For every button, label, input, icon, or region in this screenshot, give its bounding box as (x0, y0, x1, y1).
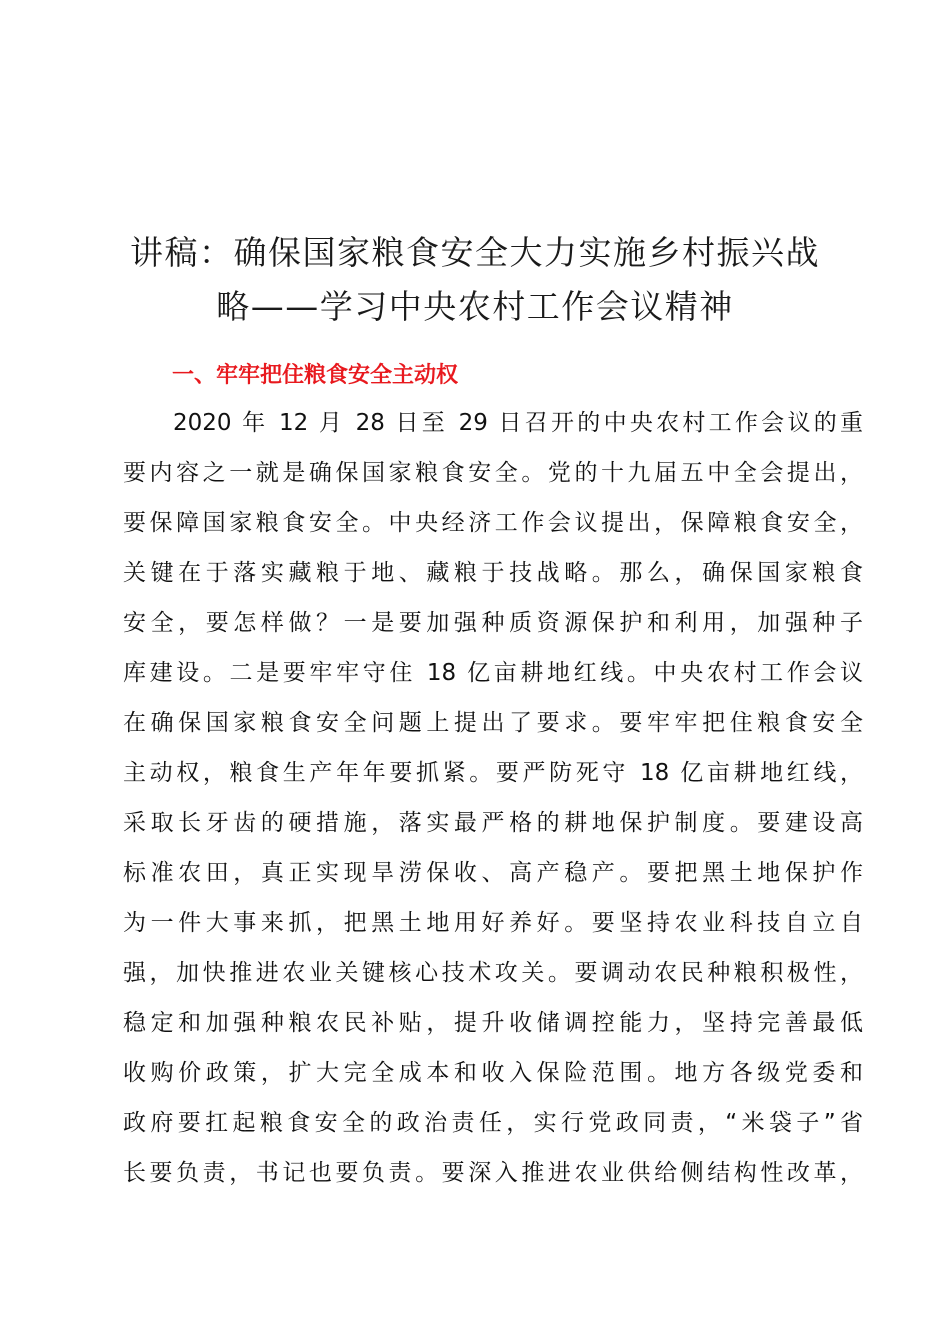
document-title (100, 226, 850, 334)
body-line: 标准农田，真正实现旱涝保收、高产稳产。要把黑土地保护作 (123, 860, 863, 886)
body-line: 在确保国家粮食安全问题上提出了要求。要牢牢把住粮食安全 (123, 710, 863, 736)
body-line: 强，加快推进农业关键核心技术攻关。要调动农民种粮积极性， (123, 960, 863, 986)
body-line: 政府要扛起粮食安全的政治责任，实行党政同责，“米袋子”省 (123, 1110, 863, 1136)
body-line: 为一件大事来抓，把黑土地用好养好。要坚持农业科技自立自 (123, 910, 863, 936)
body-paragraph (123, 403, 863, 1203)
title-line-2: 略——学习中央农村工作会议精神 (216, 287, 734, 326)
body-line: 要内容之一就是确保国家粮食安全。党的十九届五中全会提出， (123, 460, 863, 486)
body-line: 库建设。二是要牢牢守住 18 亿亩耕地红线。中央农村工作会议 (123, 660, 863, 686)
body-line: 2020 年 12 月 28 日至 29 日召开的中央农村工作会议的重 (173, 410, 863, 436)
title-line-1: 讲稿：确保国家粮食安全大力实施乡村振兴战 (130, 233, 820, 272)
body-line: 主动权，粮食生产年年要抓紧。要严防死守 18 亿亩耕地红线， (123, 760, 863, 786)
body-line: 关键在于落实藏粮于地、藏粮于技战略。那么，确保国家粮食 (123, 560, 863, 586)
body-line: 稳定和加强种粮农民补贴，提升收储调控能力，坚持完善最低 (123, 1010, 863, 1036)
body-line: 收购价政策，扩大完全成本和收入保险范围。地方各级党委和 (123, 1060, 863, 1086)
body-line: 安全，要怎样做？一是要加强种质资源保护和利用，加强种子 (123, 610, 863, 636)
body-line: 长要负责，书记也要负责。要深入推进农业供给侧结构性改革， (123, 1160, 863, 1186)
body-line: 采取长牙齿的硬措施，落实最严格的耕地保护制度。要建设高 (123, 810, 863, 836)
body-line: 要保障国家粮食安全。中央经济工作会议提出，保障粮食安全， (123, 510, 863, 536)
section-heading: 一、牢牢把住粮食安全主动权 (172, 363, 459, 388)
